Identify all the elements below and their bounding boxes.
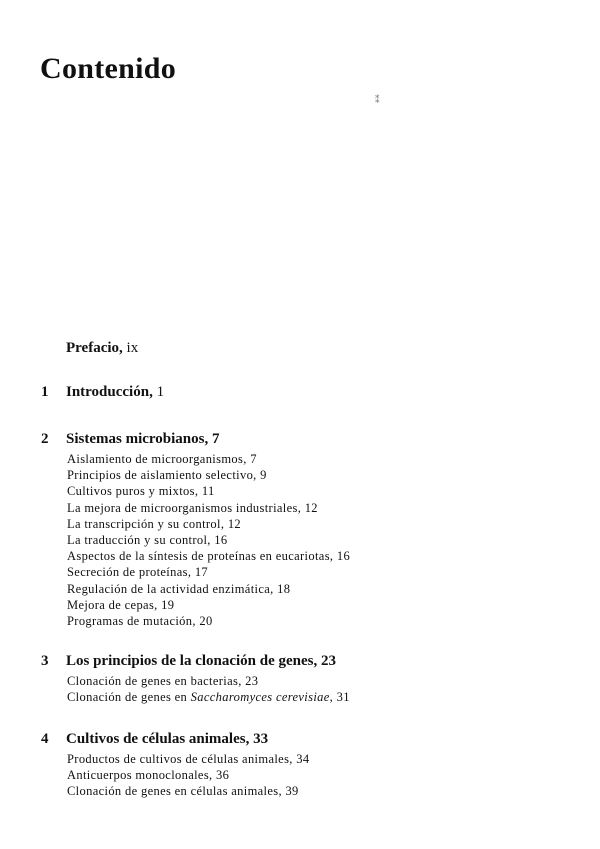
chapter-number: 1 [41, 384, 49, 400]
scan-speck: ⁑ [375, 95, 380, 105]
section-item[interactable]: Anticuerpos monoclonales, 36 [67, 768, 230, 783]
section-item[interactable]: Cultivos puros y mixtos, 11 [67, 484, 215, 499]
section-item[interactable]: Clonación de genes en células animales, 39 [67, 784, 299, 799]
chapter-number: 3 [41, 653, 49, 669]
section-item[interactable]: Regulación de la actividad enzimática, 18 [67, 581, 291, 596]
section-list [67, 673, 350, 705]
section-item[interactable]: Secreción de proteínas, 17 [67, 565, 209, 580]
chapter-number: 2 [41, 431, 49, 447]
section-item[interactable]: Principios de aislamiento selectivo, 9 [67, 468, 267, 483]
chapter-title: Cultivos de células animales, [66, 731, 250, 747]
chapter-title: Sistemas microbianos, [66, 431, 209, 447]
section-item[interactable]: La traducción y su control, 16 [67, 533, 228, 548]
section-item[interactable]: La mejora de microorganismos industriales, 12 [67, 500, 318, 515]
chapter-page: 33 [253, 731, 269, 747]
section-item[interactable]: La transcripción y su control, 12 [67, 516, 242, 531]
chapter-page: 23 [321, 653, 337, 669]
preface-heading [66, 340, 138, 357]
chapter-heading [66, 653, 336, 670]
chapter-heading [66, 431, 219, 448]
chapter-number: 4 [41, 731, 49, 747]
preface-title: Prefacio, [66, 340, 123, 356]
page-title: Contenido [40, 52, 177, 85]
chapter-heading [66, 384, 164, 401]
chapter-page: 1 [156, 384, 165, 400]
section-item[interactable]: Aspectos de la síntesis de proteínas en eucariotas, 16 [67, 549, 351, 564]
section-item[interactable]: Clonación de genes en Saccharomyces cerevisiae, 31 [67, 690, 350, 705]
section-list [67, 751, 309, 800]
preface-page: ix [126, 340, 139, 356]
chapter-heading [66, 731, 268, 748]
section-item[interactable]: Programas de mutación, 20 [67, 614, 213, 629]
chapter-page: 7 [211, 431, 220, 447]
section-item[interactable]: Clonación de genes en bacterias, 23 [67, 674, 259, 688]
chapter-title: Introducción, [66, 384, 153, 400]
section-item[interactable]: Aislamiento de microorganismos, 7 [67, 452, 257, 466]
section-item[interactable]: Productos de cultivos de células animales, 34 [67, 752, 310, 766]
section-list [67, 451, 350, 629]
chapter-title: Los principios de la clonación de genes, [66, 653, 318, 669]
section-item[interactable]: Mejora de cepas, 19 [67, 597, 175, 612]
